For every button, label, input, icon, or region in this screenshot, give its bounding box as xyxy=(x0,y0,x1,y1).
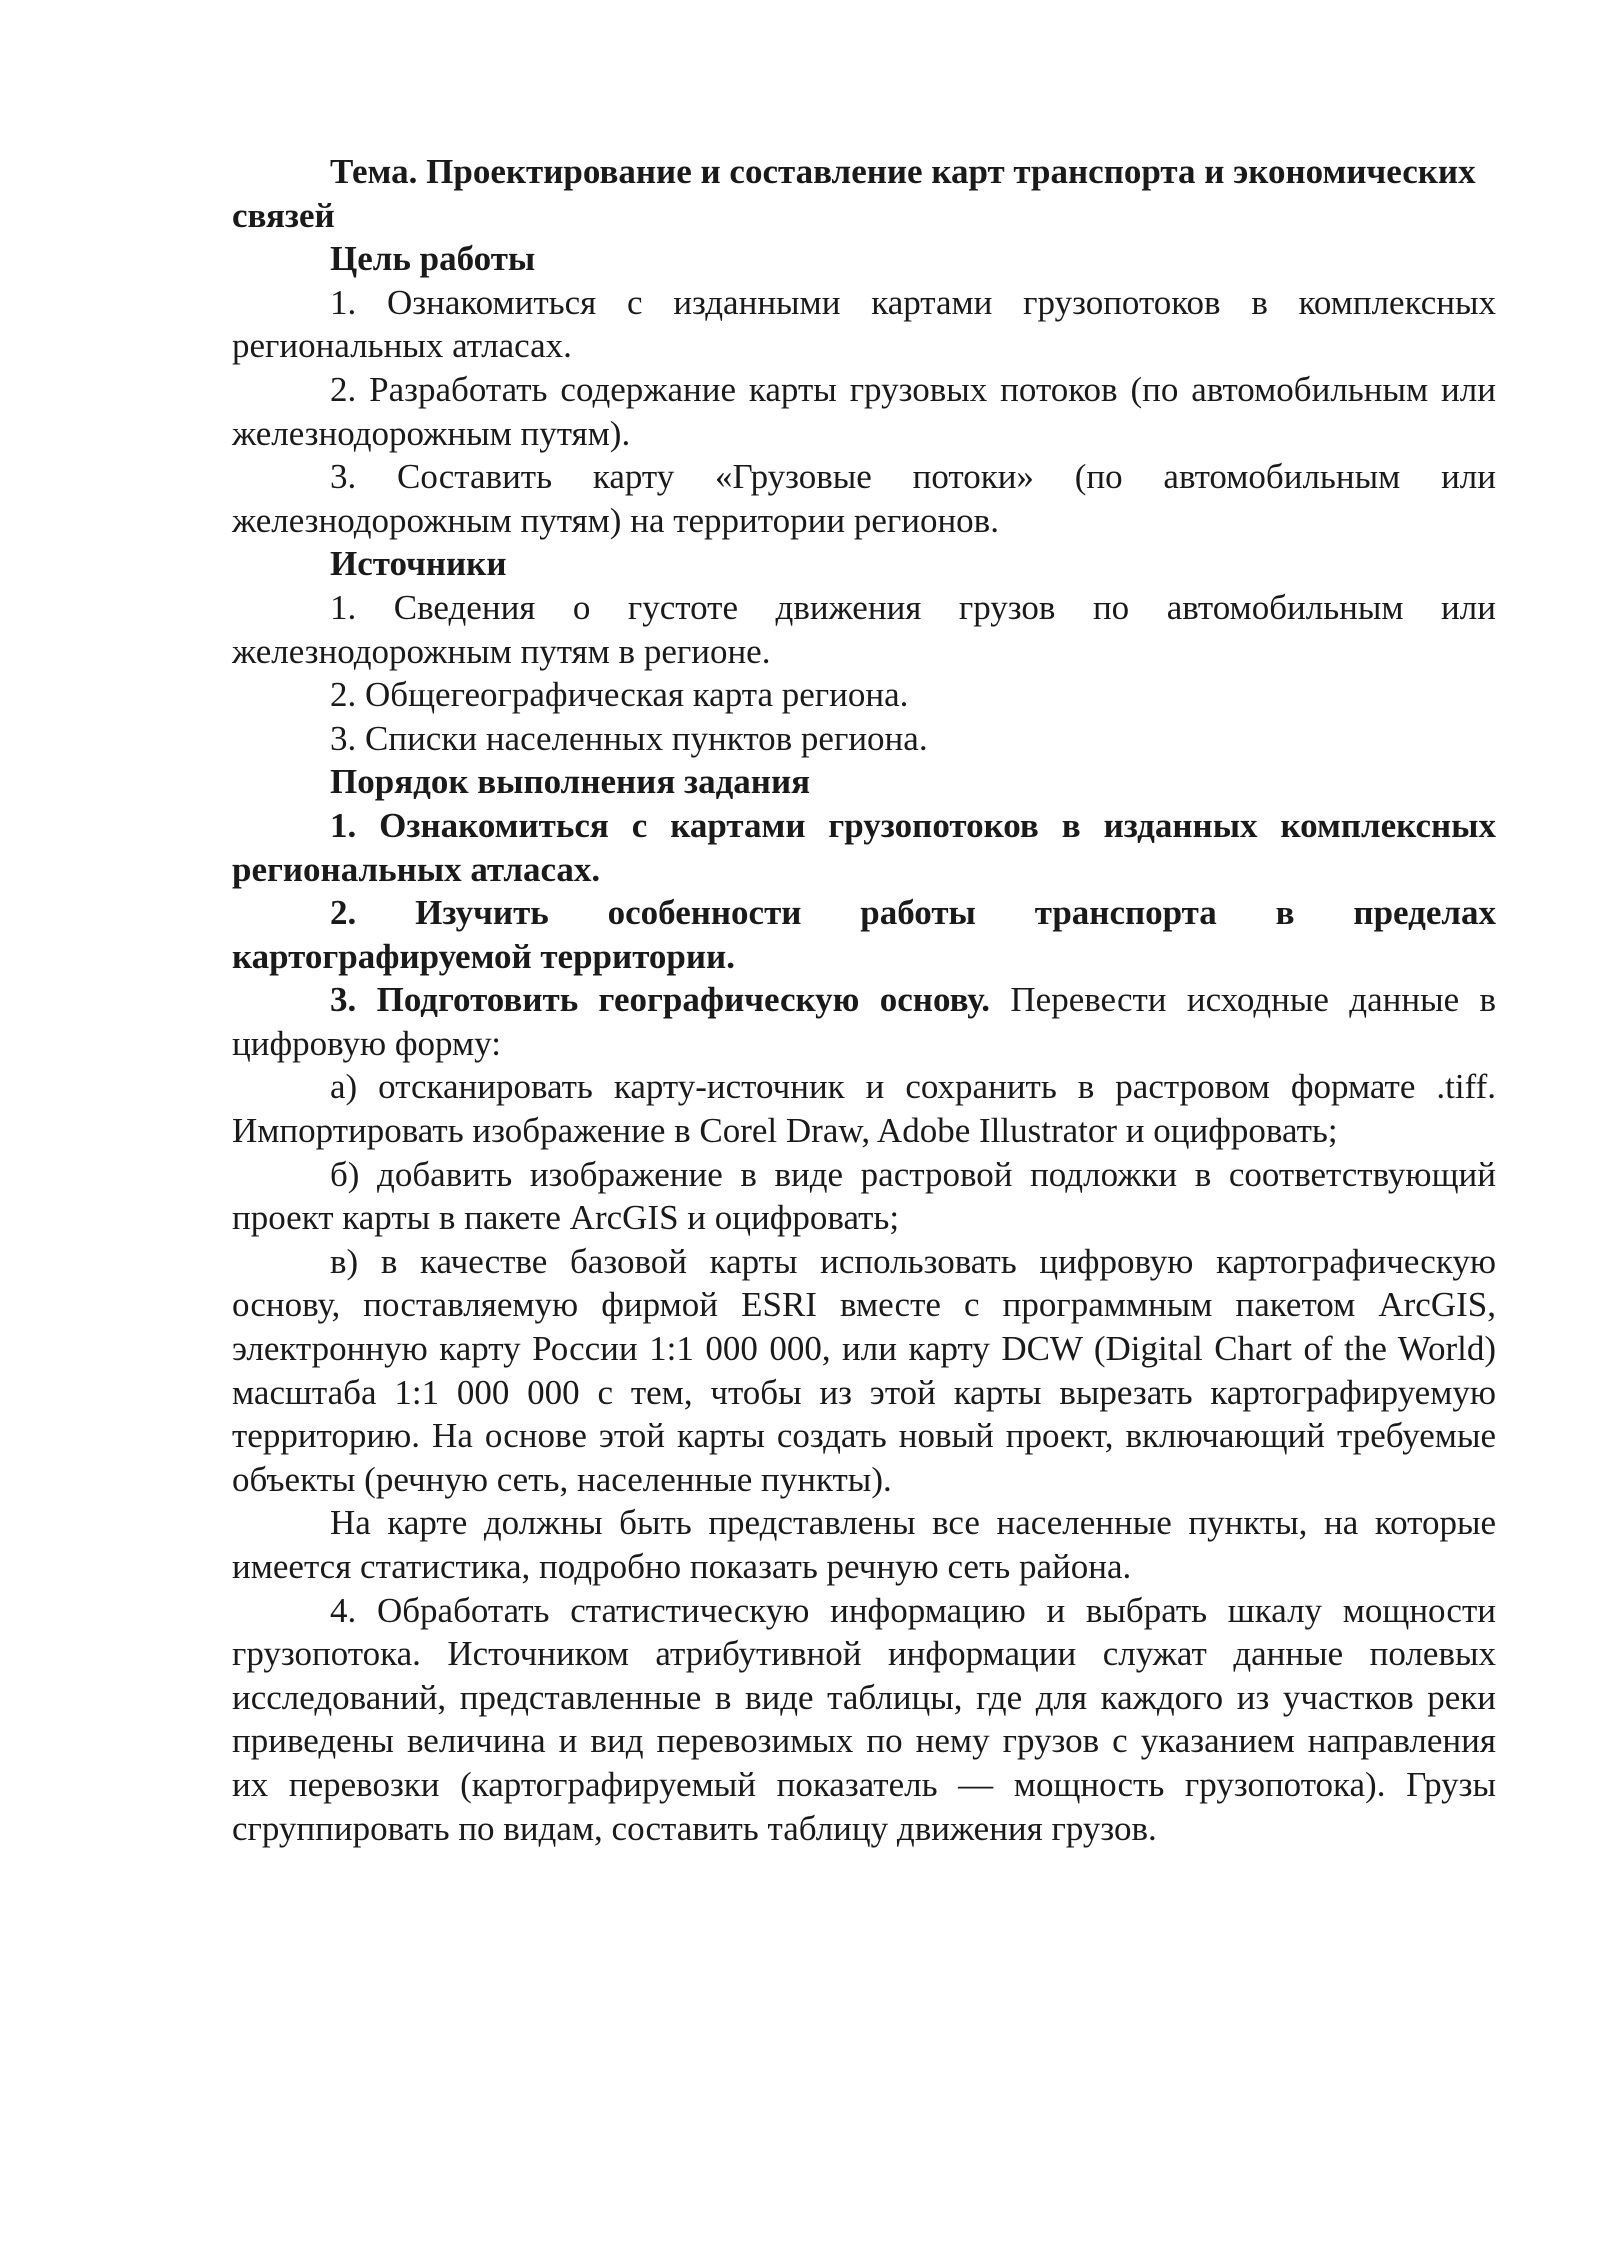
procedure-sub-c: в) в качестве базовой карты использовать цифровую картографическую основу, поставляемую фирмой ESRI вместе с программным пакетом ArcGIS, электронную карту России 1:1 000 000, или карту DCW (Digital Chart of the World) масштаба 1:1 000 000 с тем, чтобы из этой карты вырезать картографируемую территорию. На основе этой карты создать новый проект, включающий требуемые объекты (речную сеть, населенные пункты). xyxy=(232,1241,1496,1499)
procedure-sub-b: б) добавить изображение в виде растровой подложки в соответствующий проект карты в пакете ArcGIS и оцифровать; xyxy=(232,1154,1496,1238)
source-item-2: 2. Общегеографическая карта региона. xyxy=(330,675,909,715)
goal-item-3: 3. Составить карту «Грузовые потоки» (по автомобильным или железнодорожным путям) на территории регионов. xyxy=(232,457,1496,540)
sources-heading: Источники xyxy=(330,544,507,584)
procedure-step-3 xyxy=(232,978,1496,1065)
source-item-3: 3. Списки населенных пунктов региона. xyxy=(330,718,928,758)
procedure-step-2: 2. Изучить особенности работы транспорта в пределах картографируемой территории. xyxy=(232,893,1496,976)
procedure-step-3-text: Перевести исходные данные в цифровую форму: xyxy=(232,980,1496,1063)
document-page xyxy=(232,150,1496,1850)
goal-item-2: 2. Разработать содержание карты грузовых потоков (по автомобильным или железнодорожным путям). xyxy=(232,369,1496,453)
procedure-step-3-title: 3. Подготовить географическую основу. xyxy=(330,980,991,1020)
procedure-note: На карте должны быть представлены все населенные пункты, на которые имеется статистика, подробно показать речную сеть района. xyxy=(232,1503,1496,1586)
procedure-sub-a: а) отсканировать карту-источник и сохранить в растровом формате .tiff. Импортировать изображение в Corel Draw, Adobe Illustrator и оцифровать; xyxy=(232,1067,1496,1151)
procedure-step-1: 1. Ознакомиться с картами грузопотоков в изданных комплексных региональных атласах. xyxy=(232,805,1496,889)
procedure-step-4: 4. Обработать статистическую информацию и выбрать шкалу мощности грузопотока. Источником атрибутивной информации служат данные полевых исследований, представленные в виде таблицы, где для каждого из участков реки приведены величина и вид перевозимых по нему грузов с указанием направления их перевозки (картографируемый показатель — мощность грузопотока). Грузы сгруппировать по видам, составить таблицу движения грузов. xyxy=(232,1590,1496,1848)
procedure-heading: Порядок выполнения задания xyxy=(330,762,811,802)
document-title: Тема. Проектирование и составление карт транспорта и экономических связей xyxy=(232,152,1476,235)
source-item-1: 1. Сведения о густоте движения грузов по автомобильным или железнодорожным путям в регионе. xyxy=(232,587,1496,671)
goal-heading: Цель работы xyxy=(330,239,536,279)
goal-item-1: 1. Ознакомиться с изданными картами грузопотоков в комплексных региональных атласах. xyxy=(232,282,1496,366)
